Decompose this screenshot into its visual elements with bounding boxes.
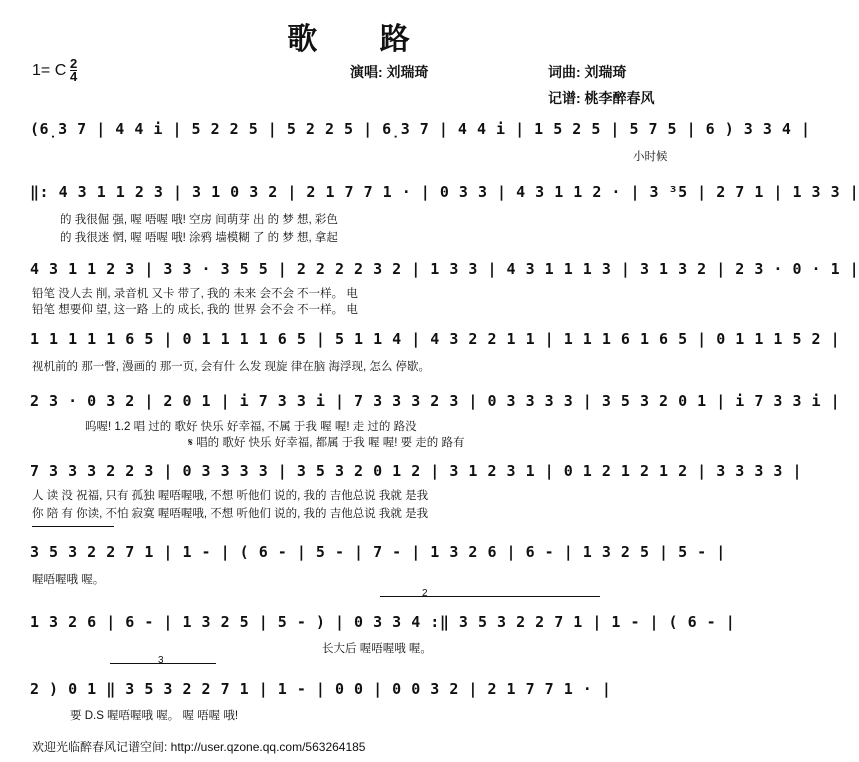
footer-credit: 欢迎光临醉春风记谱空间: http://user.qzone.qq.com/563264185	[32, 740, 366, 754]
key-signature: 1= C	[32, 62, 67, 79]
lyric-line-2a: 的 我很倔 强, 喔 唔喔 哦! 空房 间萌芽 出 的 梦 想, 彩色	[60, 214, 338, 226]
lyric-line-5b: 𝄋 唱的 歌好 快乐 好幸福, 都属 于我 喔 喔! 要 走的 路有	[188, 437, 465, 449]
lyric-line-4: 视机前的 那一瞥, 漫画的 那一页, 会有什 么发 现旋 律在脑 海浮现, 怎么 停歇。	[32, 361, 431, 373]
score-line-3: 4 3 1 1 2 3 | 3 3 · 3 5 5 | 2 2 2 2 3 2 | 1 3 3 | 4 3 1 1 1 3 | 3 1 3 2 | 2 3 · 0 · 1 |	[30, 260, 859, 278]
time-signature	[70, 58, 77, 83]
score-line-7: 3 5 3 2 2 7 1 | 1 - | ( 6 - | 5 - | 7 - | 1 3 2 6 | 6 - | 1 3 2 5 | 5 - |	[30, 543, 726, 561]
triplet-number: 3	[158, 655, 164, 666]
transcriber-credit: 记谱: 桃李醉春风	[548, 90, 655, 106]
lyric-line-7: 喔唔喔哦 喔。	[32, 574, 105, 586]
lyric-line-6a: 人 读 没 祝福, 只有 孤独 喔唔喔哦, 不想 听他们 说的, 我的 吉他总说 我就 是我	[32, 490, 429, 502]
score-line-9: 2 ) 0 1 ‖ 3 5 3 2 2 7 1 | 1 - | 0 0 | 0 0 3 2 | 2 1 7 7 1 · |	[30, 680, 612, 698]
lyric-line-9: 要 D.S 喔唔喔哦 喔。 喔 唔喔 哦!	[70, 710, 239, 722]
score-line-6: 7 3 3 3 2 2 3 | 0 3 3 3 3 | 3 5 3 2 0 1 2 | 3 1 2 3 1 | 0 1 2 1 2 1 2 | 3 3 3 3 |	[30, 462, 802, 480]
lyric-line-3a: 铅笔 没人去 削, 录音机 又卡 带了, 我的 未来 会不会 不一样。 电	[32, 288, 358, 300]
lyric-line-3b: 铅笔 想要仰 望, 这一路 上的 成长, 我的 世界 会不会 不一样。 电	[32, 304, 358, 316]
score-line-2: ‖: 4 3 1 1 2 3 | 3 1 0 3 2 | 2 1 7 7 1 · | 0 3 3 | 4 3 1 1 2 · | 3 ³5 | 2 7 1 | 1 3 3 |	[30, 183, 859, 201]
second-ending-bracket	[380, 596, 600, 597]
time-signature-bottom: 4	[70, 69, 78, 84]
lyric-line-5a: 呜喔! 1.2 唱 过的 歌好 快乐 好幸福, 不属 于我 喔 喔! 走 过的 路没	[85, 421, 417, 433]
score-line-1: (6̣3 7 | 4 4 i | 5 2 2 5 | 5 2 2 5 | 6̣3 7 | 4 4 i | 1 5 2 5 | 5 7 5 | 6 ) 3 3 4 |	[30, 120, 811, 138]
score-line-4: 1 1 1 1 1 6 5 | 0 1 1 1 1 6 5 | 5 1 1 4 | 4 3 2 2 1 1 | 1 1 1 6 1 6 5 | 0 1 1 1 5 2 |	[30, 330, 841, 348]
lyric-line-8: 长大后 喔唔喔哦 喔。	[322, 643, 432, 655]
song-title: 歌 路	[287, 22, 436, 57]
score-line-5: 2 3 · 0 3 2 | 2 0 1 | i 7 3 3 i | 7 3 3 3 2 3 | 0 3 3 3 3 | 3 5 3 2 0 1 | i 7 3 3 i |	[30, 392, 841, 410]
lyric-line-6b: 你 陪 有 你读, 不怕 寂寞 喔唔喔哦, 不想 听他们 说的, 我的 吉他总说 我就 是我	[32, 508, 429, 520]
singer-credit: 演唱: 刘瑞琦	[350, 64, 429, 80]
composer-credit: 词曲: 刘瑞琦	[548, 64, 627, 80]
lyric-line-1: 小时候	[633, 151, 668, 163]
ending-number: 2	[422, 588, 428, 599]
lyric-line-2b: 的 我很迷 惘, 喔 唔喔 哦! 涂鸦 墙模糊 了 的 梦 想, 拿起	[60, 232, 338, 244]
score-line-8: 1 3 2 6 | 6 - | 1 3 2 5 | 5 - ) | 0 3 3 4 :‖ 3 5 3 2 2 7 1 | 1 - | ( 6 - |	[30, 613, 736, 631]
tie-line-row-7	[32, 526, 114, 527]
time-signature-top: 2	[70, 56, 78, 71]
